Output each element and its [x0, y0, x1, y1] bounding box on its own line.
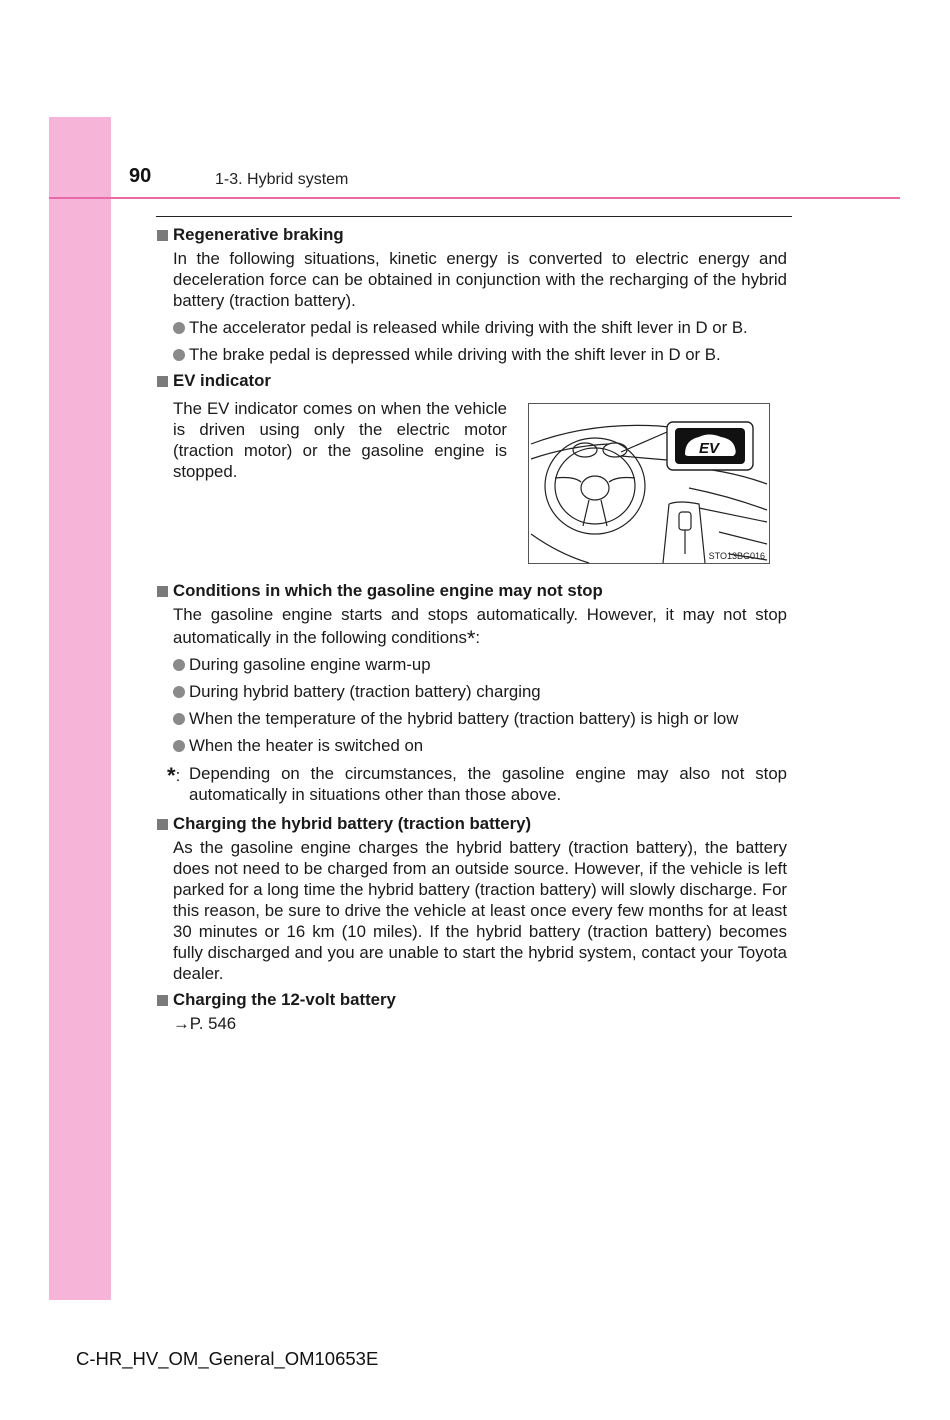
- ev-indicator-figure: [528, 403, 770, 564]
- footer-doc-id: C-HR_HV_OM_General_OM10653E: [76, 1348, 379, 1369]
- footnote-mark: [167, 763, 189, 805]
- ev-title: EV indicator: [173, 371, 271, 390]
- square-bullet-icon: [157, 819, 168, 830]
- charging-hybrid-body: As the gasoline engine charges the hybrid battery (traction battery), the battery does not need to be charged from an outside source. However, if the vehicle is left parked for a long time the hybrid battery (traction battery) will slowly discharge. For this reason, be sure to drive the vehicle at least once every few months for at least 30 minutes or 16 km (10 miles). If the hybrid battery (traction battery) becomes fully discharged and you are unable to start the hybrid system, contact your Toyota dealer.: [173, 838, 787, 983]
- list-item-text: During gasoline engine warm-up: [189, 655, 431, 674]
- list-item: [173, 708, 787, 729]
- list-item: [173, 654, 787, 675]
- ev-body: The EV indicator comes on when the vehicle is driven using only the electric motor (traction motor) or the gasoline engine is stopped.: [173, 399, 507, 481]
- header-rule: [49, 197, 900, 199]
- list-item: [173, 681, 787, 702]
- list-item-text: During hybrid battery (traction battery) charging: [189, 682, 541, 701]
- footnote-asterisk: *: [167, 763, 176, 788]
- side-color-band: [49, 117, 111, 1300]
- charging-hybrid-heading: [157, 813, 787, 834]
- regen-heading: [157, 224, 787, 245]
- circle-bullet-icon: [173, 713, 185, 725]
- ev-heading: [157, 370, 787, 391]
- list-item-text: When the heater is switched on: [189, 736, 424, 755]
- list-item: [173, 344, 787, 365]
- charging-hybrid-title: Charging the hybrid battery (traction battery): [173, 814, 532, 833]
- regen-section: [157, 224, 787, 365]
- square-bullet-icon: [157, 230, 168, 241]
- section-title: 1-3. Hybrid system: [215, 171, 349, 188]
- list-item-text: When the temperature of the hybrid battery (traction battery) is high or low: [189, 709, 739, 728]
- page-reference-link[interactable]: →P. 546: [173, 1014, 237, 1033]
- charging-hybrid-section: [157, 813, 787, 984]
- regen-title: Regenerative braking: [173, 225, 344, 244]
- circle-bullet-icon: [173, 686, 185, 698]
- circle-bullet-icon: [173, 349, 185, 361]
- circle-bullet-icon: [173, 322, 185, 334]
- circle-bullet-icon: [173, 740, 185, 752]
- figure-code: STO13BG016: [708, 551, 765, 561]
- square-bullet-icon: [157, 586, 168, 597]
- charging-12v-title: Charging the 12-volt battery: [173, 990, 396, 1009]
- circle-bullet-icon: [173, 659, 185, 671]
- conditions-heading: [157, 580, 787, 601]
- footnote-text: Depending on the circumstances, the gasoline engine may also not stop automatically in situations other than those above.: [189, 764, 787, 804]
- dashboard-illustration: [529, 404, 769, 563]
- footnote-colon: :: [175, 766, 181, 785]
- ev-heading-block: [157, 370, 787, 391]
- ev-indicator-label: EV: [699, 440, 720, 457]
- page-number: 90: [129, 165, 152, 187]
- conditions-body-text: The gasoline engine starts and stops automatically. However, it may not stop automatically in the following conditions: [173, 605, 787, 647]
- square-bullet-icon: [157, 376, 168, 387]
- list-item: [173, 317, 787, 338]
- charging-12v-section: [157, 989, 787, 1034]
- list-item-text: The accelerator pedal is released while driving with the shift lever in D or B.: [189, 318, 748, 337]
- charging-12v-heading: [157, 989, 787, 1010]
- asterisk-mark: *: [466, 626, 476, 651]
- conditions-body: [173, 604, 787, 651]
- square-bullet-icon: [157, 995, 168, 1006]
- content-rule: [156, 216, 792, 217]
- footnote: [167, 763, 787, 805]
- conditions-section: [157, 580, 787, 805]
- regen-body: In the following situations, kinetic energy is converted to electric energy and deceleration force can be obtained in conjunction with the recharging of the hybrid battery (traction battery).: [173, 249, 787, 310]
- conditions-title: Conditions in which the gasoline engine may not stop: [173, 581, 603, 600]
- list-item-text: The brake pedal is depressed while driving with the shift lever in D or B.: [189, 345, 721, 364]
- conditions-colon: :: [475, 628, 481, 647]
- list-item: [173, 735, 787, 756]
